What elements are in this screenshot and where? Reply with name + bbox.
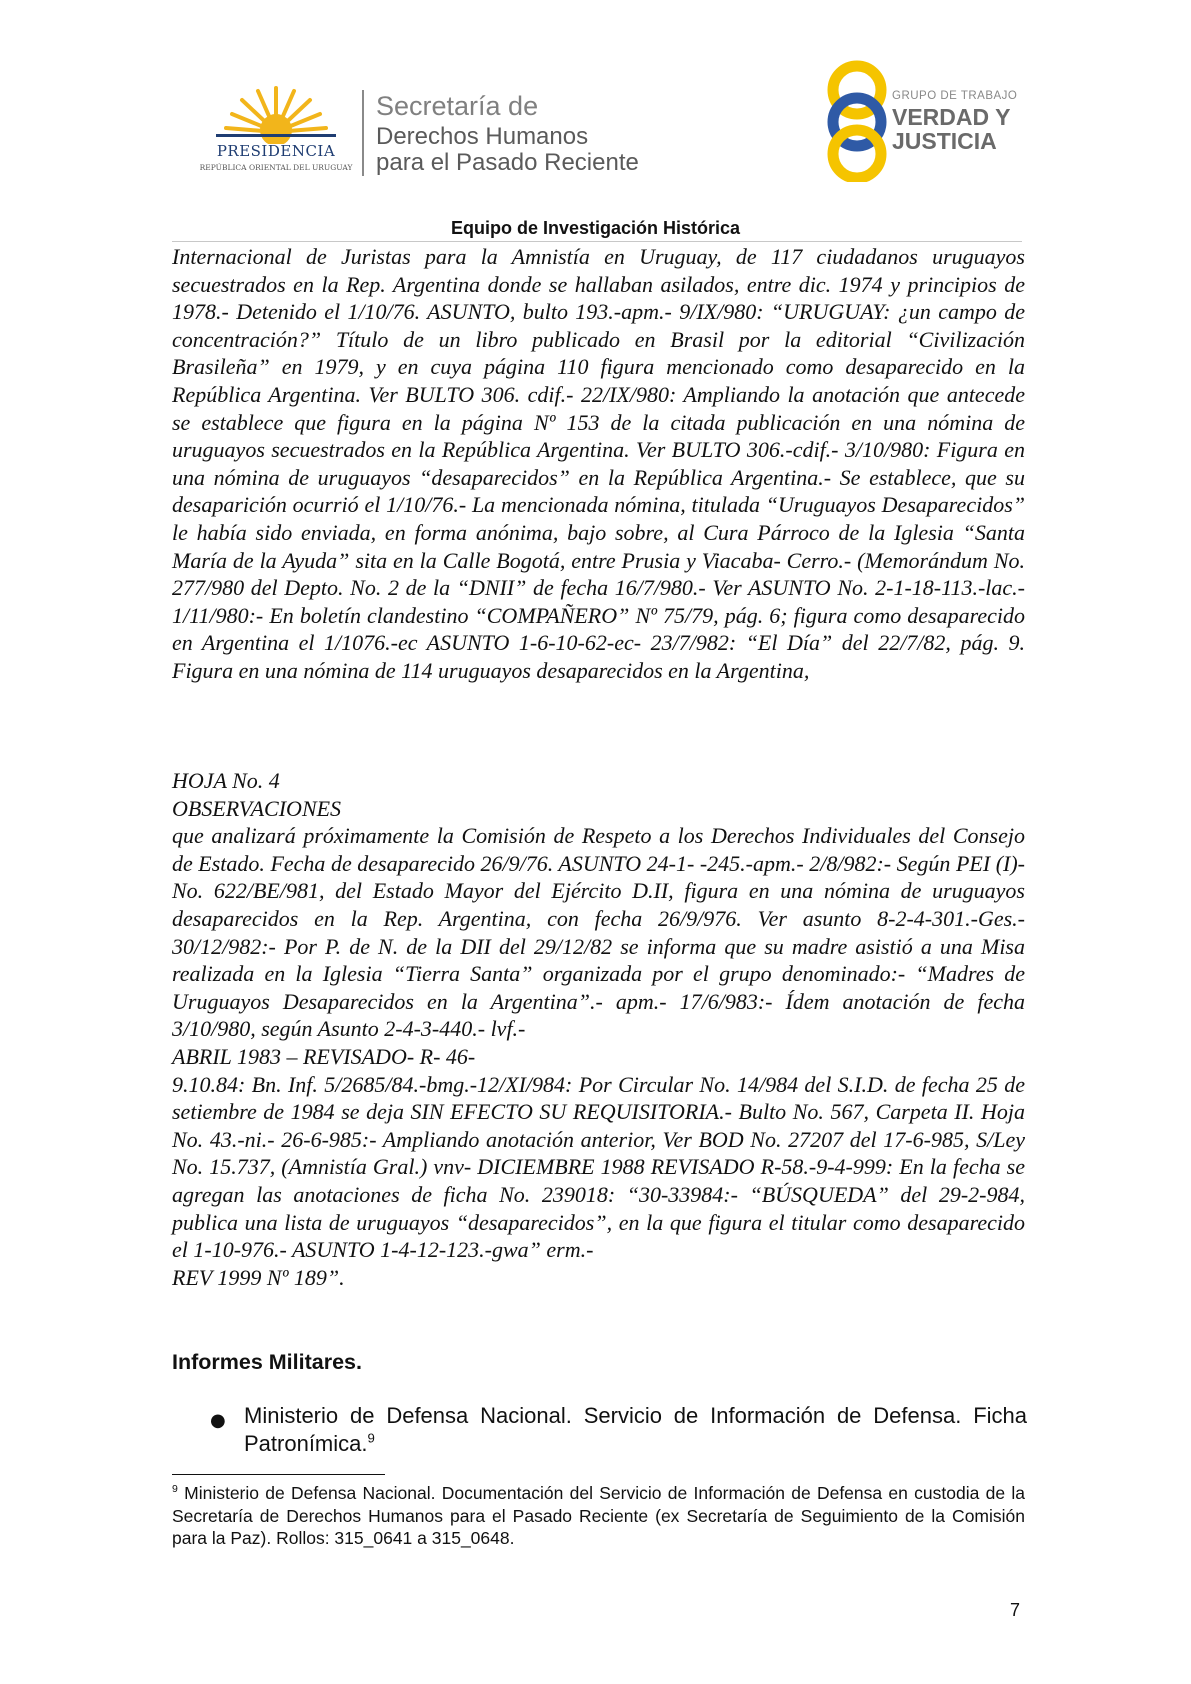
secretaria-title-line2: Derechos Humanos bbox=[376, 123, 589, 150]
section-heading: Informes Militares. bbox=[172, 1350, 362, 1374]
bullet-icon: ● bbox=[210, 1410, 226, 1431]
record-paragraph-2: que analizará próximamente la Comisión de Respeto a los Derechos Individuales del Consejo de Estado. Fecha de desaparecido 26/9/76. ASUNTO 24-1- -245.-apm.- 2/8/982:- Según PEI (I)- No. 622/BE/981, del Estado Mayor del Ejército D.II, figura en una nómina de uruguayos desaparecidos en la Rep. Argentina, con fecha 26/9/976. Ver asunto 8-2-4-301.-Ges.- 30/12/982:- Por P. de N. de la DII del 29/12/82 se informa que su madre asistió a una Misa realizada en la Iglesia “Tierra Santa” organizada por el grupo denominado:- “Madres de Uruguayos Desaparecidos en la Argentina”.- apm.- 17/6/983:- Ídem anotación de fecha 3/10/980, según Asunto 2-4-3-440.- lvf.- bbox=[172, 823, 1025, 1042]
observaciones-label: OBSERVACIONES bbox=[172, 795, 342, 821]
record-text-block-2 bbox=[172, 767, 1025, 1291]
bullet-item-text: Ministerio de Defensa Nacional. Servicio de Información de Defensa. Ficha Patronímica. bbox=[244, 1403, 1027, 1456]
revisado-line: ABRIL 1983 – REVISADO- R- 46- bbox=[172, 1043, 476, 1069]
footnote bbox=[172, 1482, 1025, 1550]
presidencia-logo bbox=[196, 82, 356, 178]
secretaria-title-line1: Secretaría de bbox=[376, 91, 539, 121]
header-rule bbox=[172, 241, 1022, 242]
record-text-block-1 bbox=[172, 243, 1025, 685]
sun-emblem-icon bbox=[196, 82, 356, 144]
team-title: Equipo de Investigación Histórica bbox=[450, 218, 741, 238]
presidencia-subtitle: REPÚBLICA ORIENTAL DEL URUGUAY bbox=[199, 163, 353, 172]
verdad-justicia-logo bbox=[822, 60, 1022, 182]
presidencia-wordmark: PRESIDENCIA bbox=[216, 142, 336, 160]
rev-line: REV 1999 Nº 189”. bbox=[172, 1264, 345, 1290]
footnote-text: Ministerio de Defensa Nacional. Documentación del Servicio de Información de Defensa en custodia de la Secretaría de Derechos Humanos para el Pasado Reciente (ex Secretaría de Seguimiento de la Comisión para la Paz). Rollos: 315_0641 a 315_0648. bbox=[172, 1483, 1025, 1548]
footnote-rule bbox=[172, 1474, 385, 1475]
hoja-label: HOJA No. 4 bbox=[172, 768, 280, 793]
record-paragraph-1: Internacional de Juristas para la Amnistía en Uruguay, de 117 ciudadanos uruguayos secuestrados en la Rep. Argentina donde se hallaban asilados, entre dic. 1974 y principios de 1978.- Detenido el 1/10/76. ASUNTO, bulto 193.-apm.- 9/IX/980: “URUGUAY: ¿un campo de concentración?” Título de un libro publicado en Brasil por la editorial “Civilización Brasileña” en 1979, y en cuya página 110 figura mencionado como desaparecido en la República Argentina. Ver BULTO 306. cdif.- 22/IX/980: Ampliando la anotación que antecede se establece que figura en la página Nº 153 de la citada publicación en una nómina de uruguayos secuestrados en la República Argentina. Ver BULTO 306.-cdif.- 3/10/980: Figura en una nómina de uruguayos “desaparecidos” en la República Argentina.- Se establece, que su desaparición ocurrió el 1/10/76.- La mencionada nómina, titulada “Uruguayos Desaparecidos” le había sido enviada, en forma anónima, bajo sobre, al Cura Párroco de la Iglesia “Santa María de la Ayuda” sita en la Calle Bogotá, entre Prusia y Viacaba- Cerro.- (Memorándum No. 277/980 del Depto. No. 2 de la “DNII” de fecha 16/7/980.- Ver ASUNTO No. 2-1-18-113.-lac.- 1/11/980:- En boletín clandestino “COMPAÑERO” Nº 75/79, pág. 6; figura como desaparecido en Argentina el 1/1076.-ec ASUNTO 1-6-10-62-ec- 23/7/982: “El Día” del 22/7/82, pág. 9. Figura en una nómina de 114 uruguayos desaparecidos en la Argentina, bbox=[172, 244, 1025, 683]
interlocked-rings-icon bbox=[822, 60, 892, 182]
grupo-trabajo-label: GRUPO DE TRABAJO bbox=[892, 90, 1018, 102]
justicia-label: JUSTICIA bbox=[892, 128, 997, 154]
verdad-label: VERDAD Y bbox=[892, 104, 1011, 130]
page-number: 7 bbox=[1010, 1600, 1021, 1620]
bullet-item bbox=[244, 1402, 1027, 1457]
footnote-reference[interactable]: 9 bbox=[367, 1430, 375, 1446]
footnote-number: 9 bbox=[172, 1483, 178, 1496]
record-paragraph-3: 9.10.84: Bn. Inf. 5/2685/84.-bmg.-12/XI/984: Por Circular No. 14/984 del S.I.D. de fecha 25 de setiembre de 1984 se deja SIN EFECTO SU REQUISITORIA.- Bulto No. 567, Carpeta II. Hoja No. 43.-ni.- 26-6-985:- Ampliando anotación anterior, Ver BOD No. 27207 del 17-6-985, S/Ley No. 15.737, (Amnistía Gral.) vnv- DICIEMBRE 1988 REVISADO R-58.-9-4-999: En la fecha se agregan las anotaciones de ficha No. 239018: “30-33984:- “BÚSQUEDA” del 29-2-984, publica una lista de uruguayos “desaparecidos”, en la que figura el titular como desaparecido el 1-10-976.- ASUNTO 1-4-12-123.-gwa” erm.- bbox=[172, 1071, 1025, 1263]
secretaria-title-line3: para el Pasado Reciente bbox=[376, 149, 639, 176]
header-divider bbox=[362, 90, 364, 176]
